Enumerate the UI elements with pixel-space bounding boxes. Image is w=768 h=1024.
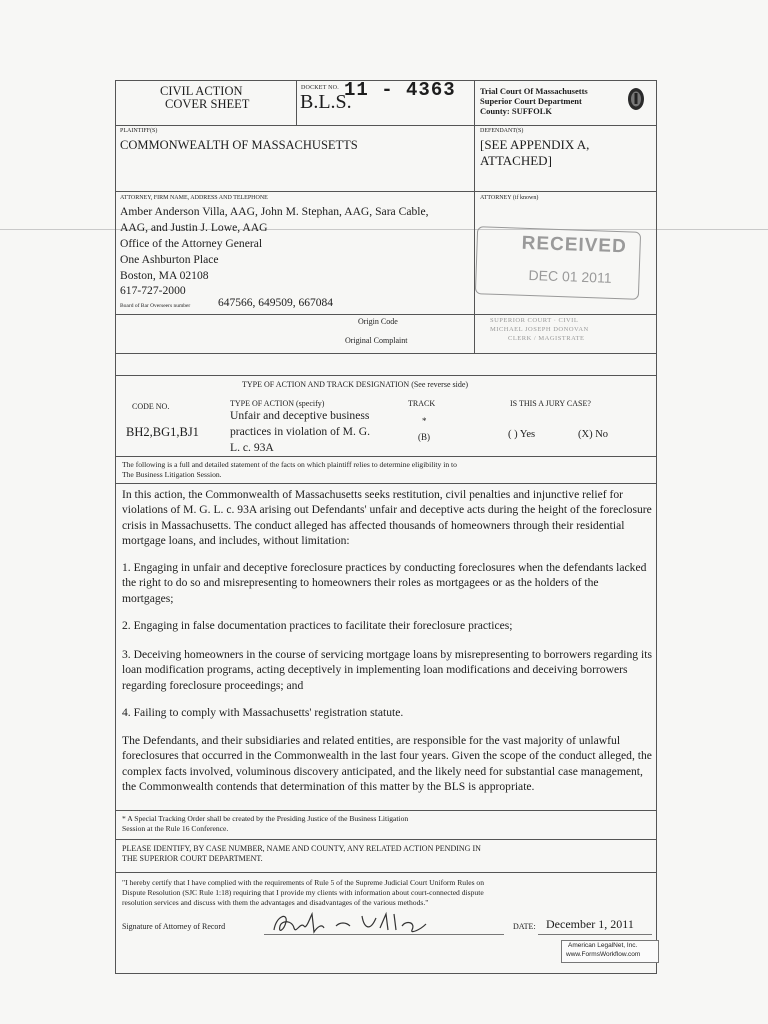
docket-number: 11 - 4363 xyxy=(344,79,456,101)
certification-line1: "I hereby certify that I have complied with the requirements of Rule 5 of the Supreme Judicial Court Uniform Rules on xyxy=(122,878,485,887)
plaintiff-name: COMMONWEALTH OF MASSACHUSETTS xyxy=(120,138,358,152)
track-header: TRACK xyxy=(408,399,436,408)
action-type-line1: Unfair and deceptive business xyxy=(230,409,370,422)
stamp-court-line: SUPERIOR COURT · CIVIL xyxy=(490,317,579,324)
attorney-line2: AAG, and Justin J. Lowe, AAG xyxy=(120,221,268,234)
jury-yes-option: ( ) Yes xyxy=(508,429,536,440)
received-stamp xyxy=(475,226,641,300)
origin-code-value: Original Complaint xyxy=(345,336,408,345)
docket-label: DOCKET NO. xyxy=(301,85,339,91)
received-stamp-date: DEC 01 2011 xyxy=(528,266,612,286)
defendant-line1: [SEE APPENDIX A, xyxy=(480,137,590,152)
type-header: TYPE OF ACTION (specify) xyxy=(230,399,325,408)
statement-intro-line1: The following is a full and detailed statement of the facts on which plaintiff relies to determine eligibility in to xyxy=(122,460,457,469)
action-type-line2: practices in violation of M. G. xyxy=(230,425,371,438)
attorney-phone: 617-727-2000 xyxy=(120,284,186,297)
statement-item-2: 2. Engaging in false documentation practices to facilitate their foreclosure practices; xyxy=(122,619,513,632)
bbo-label: Board of Bar Overseers number xyxy=(120,303,191,309)
statement-paragraph-2: The Defendants, and their subsidiaries and related entities, are responsible for the vast majority of unlawful foreclosures that occurred in the Commonwealth in the last four years. Given the scope of the conduct alleged, the complex facts involved, voluminous discovery anticipated, and the likely need for substantial case management, the Commonwealth contends that determination of this matter by the BLS is appropriate. xyxy=(122,734,652,793)
court-county: County: SUFFOLK xyxy=(480,106,553,116)
attorney-label: ATTORNEY, FIRM NAME, ADDRESS AND TELEPHONE xyxy=(120,195,268,201)
code-header: CODE NO. xyxy=(132,402,170,411)
attorney-line1: Amber Anderson Villa, AAG, John M. Stephan, AAG, Sara Cable, xyxy=(120,205,429,218)
form-title-line1: CIVIL ACTION xyxy=(160,84,243,98)
docket-division: B.L.S. xyxy=(300,91,352,113)
signature-label: Signature of Attorney of Record xyxy=(122,922,226,931)
action-type-line3: L. c. 93A xyxy=(230,441,274,454)
track-asterisk: * xyxy=(422,416,427,426)
defendant-label: DEFENDANT(S) xyxy=(480,128,524,134)
received-stamp-text: RECEIVED xyxy=(521,232,628,258)
jury-no-option: (X) No xyxy=(578,429,609,440)
tracking-note-line1: * A Special Tracking Order shall be created by the Presiding Justice of the Business Litigation xyxy=(122,814,409,823)
jury-header: IS THIS A JURY CASE? xyxy=(510,399,591,408)
civil-action-cover-sheet xyxy=(115,80,657,974)
certification-line2: Dispute Resolution (SJC Rule 1:18) requiring that I provide my clients with information about court-connected dispute xyxy=(122,888,484,897)
statement-item-4: 4. Failing to comply with Massachusetts' registration statute. xyxy=(122,706,404,719)
bbo-numbers: 647566, 649509, 667084 xyxy=(218,297,333,309)
statement-item-3: 3. Deceiving homeowners in the course of servicing mortgage loans by misrepresenting to borrowers regarding its loan modification programs, acting deceptively in implementing loan modifications and deceiving borrowers regarding foreclosure proceedings; and xyxy=(122,648,652,692)
attorney-city: Boston, MA 02108 xyxy=(120,269,209,282)
origin-code-label: Origin Code xyxy=(358,317,398,326)
code-value: BH2,BG1,BJ1 xyxy=(126,425,199,439)
related-action-line1: PLEASE IDENTIFY, BY CASE NUMBER, NAME AND COUNTY, ANY RELATED ACTION PENDING IN xyxy=(122,844,481,853)
attorney-street: One Ashburton Place xyxy=(120,253,219,266)
stamp-clerk-name: MICHAEL JOSEPH DONOVAN xyxy=(490,326,589,333)
publisher-tag xyxy=(561,940,659,963)
defendant-attorney-label: ATTORNEY (if known) xyxy=(480,195,539,201)
related-action-line2: THE SUPERIOR COURT DEPARTMENT. xyxy=(122,854,263,863)
signature-date: December 1, 2011 xyxy=(546,917,634,931)
stamp-clerk-title: CLERK / MAGISTRATE xyxy=(508,335,585,342)
form-title-line2: COVER SHEET xyxy=(165,97,250,111)
court-department: Superior Court Department xyxy=(480,96,582,106)
attorney-office: Office of the Attorney General xyxy=(120,237,263,250)
statement-intro-line2: The Business Litigation Session. xyxy=(122,470,222,479)
statement-item-1: 1. Engaging in unfair and deceptive foreclosure practices by conducting foreclosures when the defendants lacked the right to do so and misrepresenting to homeowners their roles as mortgagees or as the holders of the mortgages; xyxy=(122,561,647,605)
publisher-name: American LegalNet, Inc. xyxy=(568,942,638,949)
track-value: (B) xyxy=(418,432,430,442)
defendant-line2: ATTACHED] xyxy=(480,153,552,168)
date-label: DATE: xyxy=(513,922,536,931)
attorney-signature-icon xyxy=(266,908,436,940)
plaintiff-label: PLAINTIFF(S) xyxy=(120,128,158,134)
certification-line3: resolution services and discuss with them the advantages and disadvantages of the various methods." xyxy=(122,898,429,907)
action-section-title: TYPE OF ACTION AND TRACK DESIGNATION (See reverse side) xyxy=(242,380,469,389)
statement-paragraph-1: In this action, the Commonwealth of Massachusetts seeks restitution, civil penalties and injunctive relief for violations of M. G. L. c. 93A arising out Defendants' unfair and deceptive acts during the height of the foreclosure crisis in Massachusetts. The conduct alleged has affected thousands of homeowners through their residential mortgage loans, and includes, without limitation: xyxy=(122,488,652,547)
massachusetts-seal-icon xyxy=(626,86,646,112)
tracking-note-line2: Session at the Rule 16 Conference. xyxy=(122,824,229,833)
court-name: Trial Court Of Massachusetts xyxy=(480,86,588,96)
publisher-url: www.FormsWorkflow.com xyxy=(566,951,641,958)
